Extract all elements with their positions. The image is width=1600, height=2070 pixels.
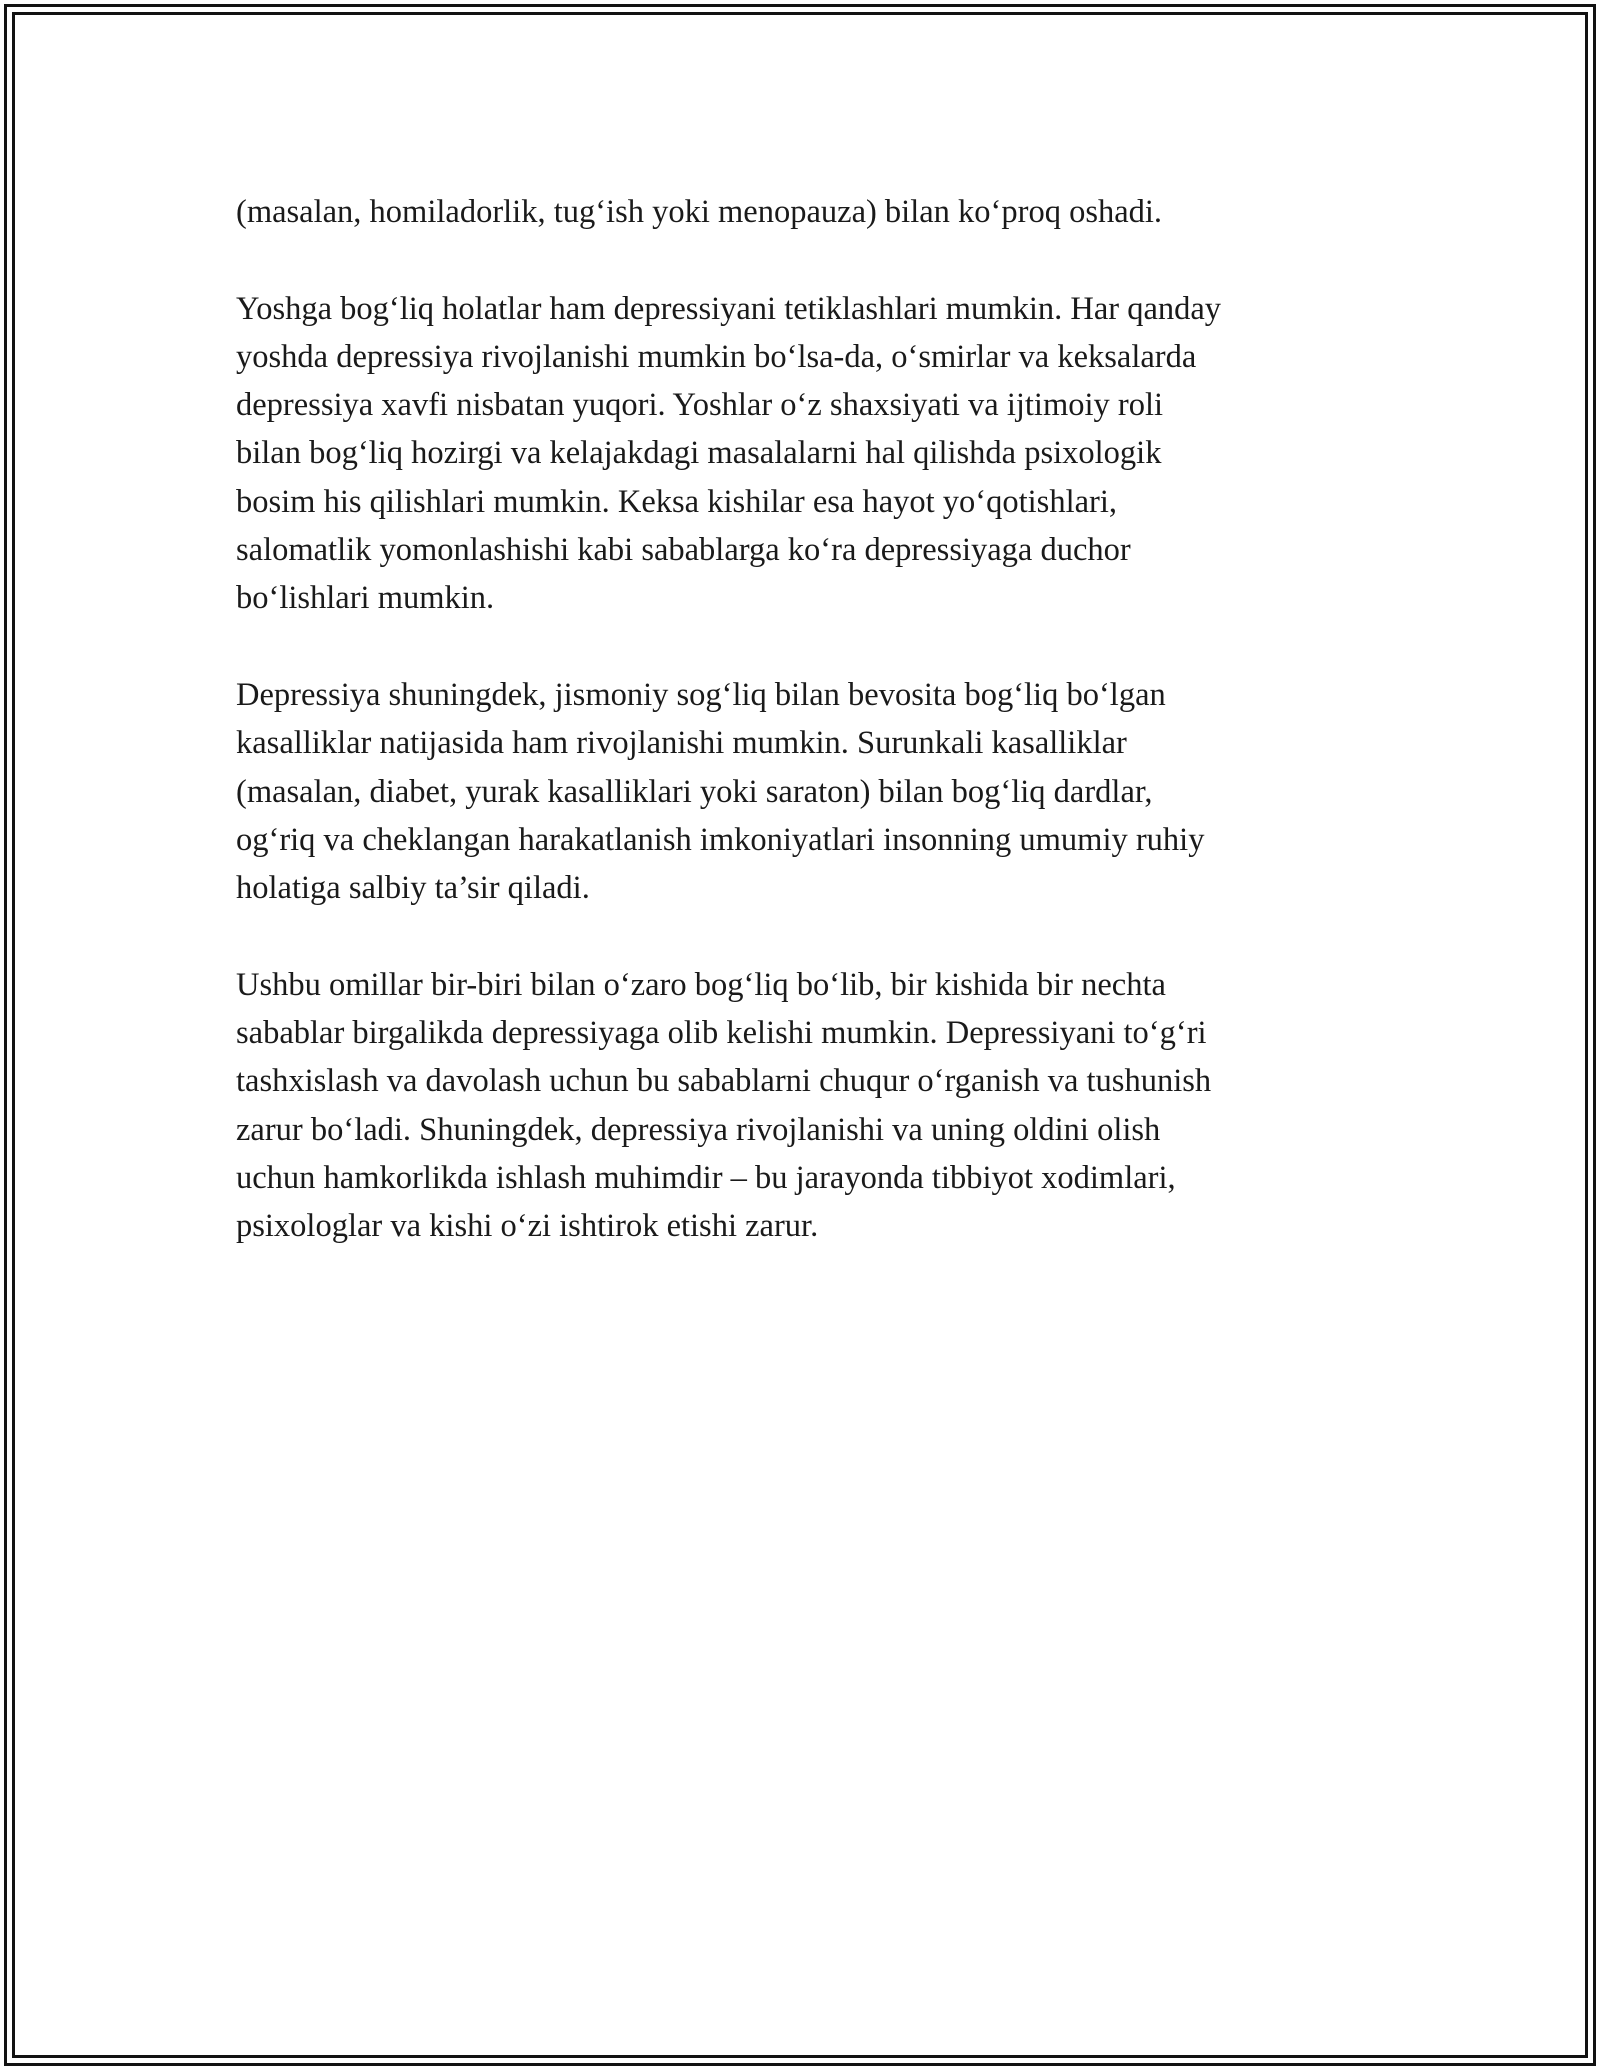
paragraph-2: Yoshga bog‘liq holatlar ham depressiyani tetiklashlari mumkin. Har qanday yoshda depressiya rivojlanishi mumkin bo‘lsa-da, o‘smirlar va keksalarda depressiya xavfi nisbatan yuqori. Yoshlar o‘z shaxsiyati va ijtimoiy roli bilan bog‘liq hozirgi va kelajakdagi masalalarni hal qilishda psixologik bosim his qilishlari mumkin. Keksa kishilar esa hayot yo‘qotishlari, salomatlik yomonlashishi kabi sabablarga ko‘ra depressiyaga duchor bo‘lishlari mumkin. xyxy=(236,290,1222,617)
paragraph-3: Depressiya shuningdek, jismoniy sog‘liq bilan bevosita bog‘liq bo‘lgan kasalliklar natijasida ham rivojlanishi mumkin. Surunkali kasalliklar (masalan, diabet, yurak kasalliklari yoki saraton) bilan bog‘liq dardlar, og‘riq va cheklangan harakatlanish imkoniyatlari insonning umumiy ruhiy holatiga salbiy ta’sir qiladi. xyxy=(236,676,1205,907)
paragraph-4: Ushbu omillar bir-biri bilan o‘zaro bog‘liq bo‘lib, bir kishida bir nechta sabablar birgalikda depressiyaga olib kelishi mumkin. Depressiyani to‘g‘ri tashxislash va davolash uchun bu sabablarni chuqur o‘rganish va tushunish zarur bo‘ladi. Shuningdek, depressiya rivojlanishi va uning oldini olish uchun hamkorlikda ishlash muhimdir – bu jarayonda tibbiyot xodimlari, psixologlar va kishi o‘zi ishtirok etishi zarur. xyxy=(236,966,1212,1245)
document-body xyxy=(236,188,1376,1299)
paragraph-1: (masalan, homiladorlik, tug‘ish yoki menopauza) bilan ko‘proq oshadi. xyxy=(236,194,1163,230)
